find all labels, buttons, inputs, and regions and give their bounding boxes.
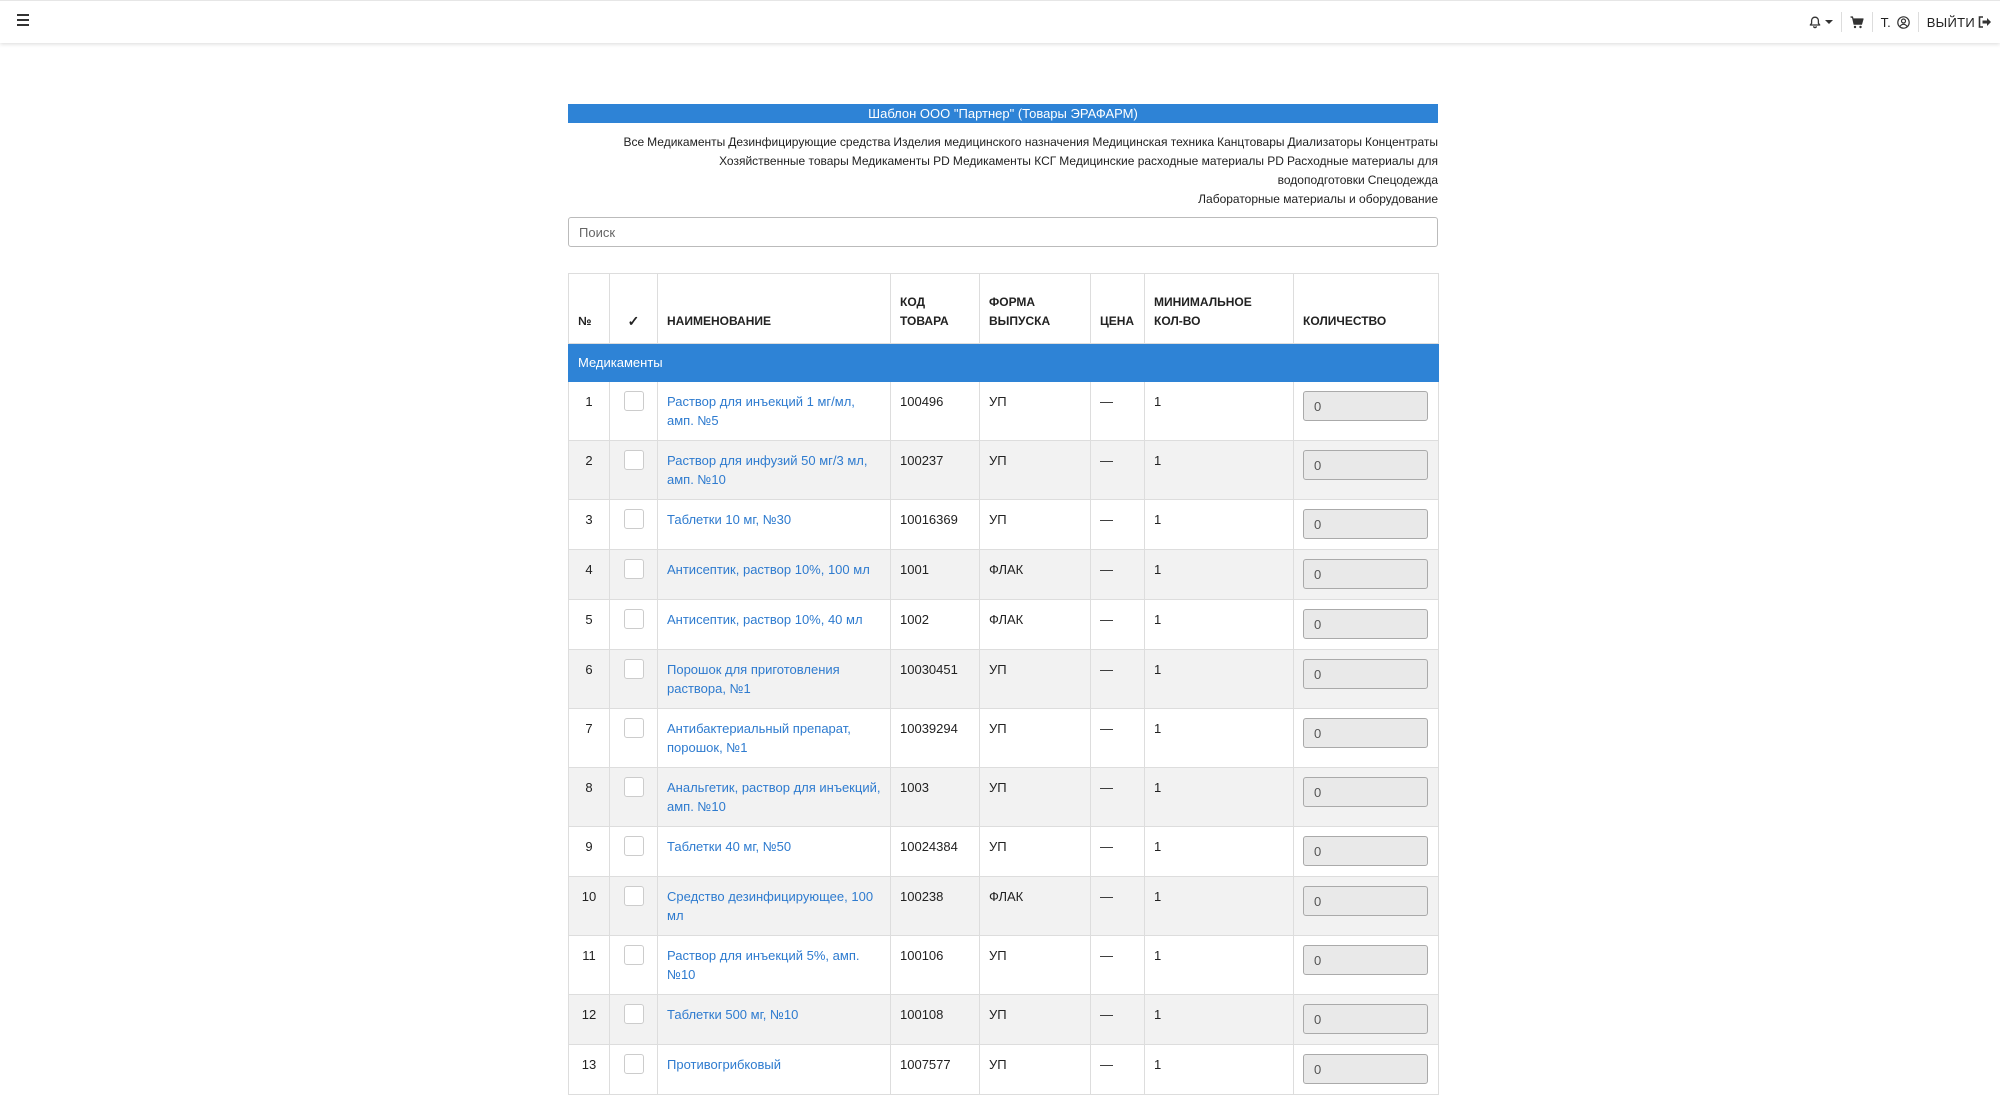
hamburger-menu-icon[interactable]: [17, 14, 29, 26]
row-min-qty: 1: [1145, 1045, 1294, 1095]
row-checkbox-cell: [610, 441, 658, 500]
category-link[interactable]: Диализаторы: [1287, 135, 1362, 149]
quantity-input[interactable]: [1303, 886, 1428, 916]
row-quantity-cell: [1294, 768, 1439, 827]
row-price: —: [1091, 936, 1145, 995]
row-checkbox-cell: [610, 995, 658, 1045]
chevron-down-icon: [1825, 20, 1833, 24]
category-link[interactable]: Расходные материалы для водоподготовки: [1277, 154, 1438, 187]
category-link[interactable]: Спецодежда: [1367, 173, 1438, 187]
row-number: 4: [569, 550, 610, 600]
quantity-input[interactable]: [1303, 945, 1428, 975]
category-link[interactable]: Все: [623, 135, 645, 149]
row-checkbox-cell: [610, 650, 658, 709]
row-quantity-cell: [1294, 650, 1439, 709]
row-price: —: [1091, 827, 1145, 877]
row-code: 100238: [891, 877, 980, 936]
row-price: —: [1091, 600, 1145, 650]
row-checkbox-cell: [610, 500, 658, 550]
search-input[interactable]: [568, 217, 1438, 247]
row-checkbox-cell: [610, 709, 658, 768]
row-quantity-cell: [1294, 1045, 1439, 1095]
quantity-input[interactable]: [1303, 1004, 1428, 1034]
row-form: УП: [980, 500, 1091, 550]
row-quantity-cell: [1294, 550, 1439, 600]
row-checkbox[interactable]: [624, 1004, 644, 1024]
row-code: 10039294: [891, 709, 980, 768]
quantity-input[interactable]: [1303, 391, 1428, 421]
row-number: 10: [569, 877, 610, 936]
category-link[interactable]: Лабораторные материалы и оборудование: [1198, 192, 1438, 206]
row-checkbox-cell: [610, 600, 658, 650]
row-code: 1001: [891, 550, 980, 600]
row-checkbox[interactable]: [624, 945, 644, 965]
row-form: ФЛАК: [980, 550, 1091, 600]
row-code: 100237: [891, 441, 980, 500]
product-link[interactable]: Антисептик, раствор 10%, 100 мл: [667, 562, 870, 577]
row-quantity-cell: [1294, 441, 1439, 500]
category-link[interactable]: Канцтовары: [1217, 135, 1285, 149]
category-link[interactable]: Медикаменты: [647, 135, 726, 149]
category-link[interactable]: Медикаменты КСГ: [952, 154, 1057, 168]
table-row: [569, 650, 1439, 709]
row-quantity-cell: [1294, 500, 1439, 550]
row-quantity-cell: [1294, 600, 1439, 650]
row-name-cell: [658, 1045, 891, 1095]
user-circle-icon: [1897, 16, 1910, 29]
row-min-qty: 1: [1145, 877, 1294, 936]
row-price: —: [1091, 1045, 1145, 1095]
product-link[interactable]: Антисептик, раствор 10%, 40 мл: [667, 612, 863, 627]
product-link[interactable]: Раствор для инфузий 50 мг/3 мл, амп. №10: [667, 453, 868, 487]
row-form: УП: [980, 650, 1091, 709]
category-link[interactable]: Медицинские расходные материалы РD: [1059, 154, 1284, 168]
category-filter-links: [568, 133, 1438, 209]
group-label: Медикаменты: [569, 344, 1439, 382]
category-link[interactable]: Дезинфицирующие средства: [728, 135, 891, 149]
header-price[interactable]: ЦЕНА: [1091, 274, 1145, 344]
bell-icon: [1809, 16, 1821, 29]
table-row: [569, 382, 1439, 441]
table-row: [569, 768, 1439, 827]
row-form: УП: [980, 827, 1091, 877]
header-number: №: [569, 274, 610, 344]
row-checkbox[interactable]: [624, 509, 644, 529]
row-price: —: [1091, 500, 1145, 550]
category-link[interactable]: Изделия медицинского назначения: [893, 135, 1090, 149]
row-price: —: [1091, 995, 1145, 1045]
row-quantity-cell: [1294, 709, 1439, 768]
product-link[interactable]: Таблетки 40 мг, №50: [667, 839, 792, 854]
category-link[interactable]: Хозяйственные товары: [719, 154, 849, 168]
table-row: [569, 441, 1439, 500]
table-row: [569, 827, 1439, 877]
row-form: ФЛАК: [980, 600, 1091, 650]
row-min-qty: 1: [1145, 550, 1294, 600]
row-number: 13: [569, 1045, 610, 1095]
quantity-input[interactable]: [1303, 450, 1428, 480]
row-number: 9: [569, 827, 610, 877]
category-line: [568, 133, 1438, 152]
row-checkbox[interactable]: [624, 450, 644, 470]
row-checkbox-cell: [610, 1045, 658, 1095]
row-checkbox[interactable]: [624, 1054, 644, 1074]
table-row: [569, 709, 1439, 768]
product-link[interactable]: Таблетки 500 мг, №10: [667, 1007, 799, 1022]
row-min-qty: 1: [1145, 382, 1294, 441]
row-code: 1003: [891, 768, 980, 827]
header-code[interactable]: КОД ТОВАРА: [891, 274, 980, 344]
table-row: [569, 600, 1439, 650]
row-quantity-cell: [1294, 936, 1439, 995]
row-name-cell: [658, 650, 891, 709]
category-line: [568, 190, 1438, 209]
row-checkbox[interactable]: [624, 886, 644, 906]
cart-icon: [1850, 16, 1864, 29]
group-row: [569, 344, 1439, 382]
row-number: 2: [569, 441, 610, 500]
category-link[interactable]: Концентраты: [1364, 135, 1438, 149]
row-name-cell: [658, 877, 891, 936]
products-table: [568, 273, 1439, 1095]
row-form: УП: [980, 995, 1091, 1045]
row-number: 6: [569, 650, 610, 709]
quantity-input[interactable]: [1303, 559, 1428, 589]
row-min-qty: 1: [1145, 500, 1294, 550]
row-code: 10030451: [891, 650, 980, 709]
row-quantity-cell: [1294, 877, 1439, 936]
row-price: —: [1091, 877, 1145, 936]
product-link[interactable]: Таблетки 10 мг, №30: [667, 512, 792, 527]
row-number: 7: [569, 709, 610, 768]
row-number: 11: [569, 936, 610, 995]
product-link[interactable]: Анальгетик, раствор для инъекций, амп. №10: [667, 780, 881, 814]
row-min-qty: 1: [1145, 827, 1294, 877]
row-price: —: [1091, 550, 1145, 600]
row-name-cell: [658, 600, 891, 650]
product-link[interactable]: Антибактериальный препарат, порошок, №1: [667, 721, 851, 755]
row-quantity-cell: [1294, 827, 1439, 877]
row-price: —: [1091, 441, 1145, 500]
row-name-cell: [658, 550, 891, 600]
row-form: УП: [980, 709, 1091, 768]
template-title-banner: Шаблон ООО "Партнер" (Товары ЭРАФАРМ): [568, 104, 1438, 123]
row-quantity-cell: [1294, 995, 1439, 1045]
table-row: [569, 877, 1439, 936]
row-price: —: [1091, 382, 1145, 441]
header-name[interactable]: НАИМЕНОВАНИЕ: [658, 274, 891, 344]
row-code: 1007577: [891, 1045, 980, 1095]
row-code: 100496: [891, 382, 980, 441]
header-min-qty[interactable]: МИНИМАЛЬНОЕ КОЛ-ВО: [1145, 274, 1294, 344]
cart-button[interactable]: [1841, 12, 1872, 32]
row-price: —: [1091, 768, 1145, 827]
product-link[interactable]: Противогрибковый: [667, 1057, 781, 1072]
row-name-cell: [658, 995, 891, 1045]
row-number: 12: [569, 995, 610, 1045]
product-link[interactable]: Порошок для приготовления раствора, №1: [667, 662, 840, 696]
row-form: УП: [980, 768, 1091, 827]
row-checkbox-cell: [610, 936, 658, 995]
quantity-input[interactable]: [1303, 509, 1428, 539]
row-checkbox-cell: [610, 382, 658, 441]
row-name-cell: [658, 827, 891, 877]
row-form: ФЛАК: [980, 877, 1091, 936]
row-number: 8: [569, 768, 610, 827]
row-name-cell: [658, 441, 891, 500]
header-quantity[interactable]: КОЛИЧЕСТВО: [1294, 274, 1439, 344]
category-link[interactable]: Медикаменты РD: [851, 154, 950, 168]
row-min-qty: 1: [1145, 650, 1294, 709]
category-line: [568, 152, 1438, 190]
main-content: [568, 104, 1438, 1095]
row-name-cell: [658, 936, 891, 995]
quantity-input[interactable]: [1303, 836, 1428, 866]
row-min-qty: 1: [1145, 768, 1294, 827]
quantity-input[interactable]: [1303, 1054, 1428, 1084]
row-number: 3: [569, 500, 610, 550]
row-price: —: [1091, 650, 1145, 709]
row-code: 10016369: [891, 500, 980, 550]
row-checkbox[interactable]: [624, 559, 644, 579]
category-link[interactable]: Медицинская техника: [1092, 135, 1215, 149]
row-name-cell: [658, 382, 891, 441]
logout-label: ВЫЙТИ: [1926, 14, 1975, 30]
table-row: [569, 995, 1439, 1045]
row-min-qty: 1: [1145, 709, 1294, 768]
user-initial: Т.: [1880, 14, 1891, 30]
row-name-cell: [658, 500, 891, 550]
table-row: [569, 936, 1439, 995]
row-form: УП: [980, 441, 1091, 500]
row-form: УП: [980, 1045, 1091, 1095]
sign-out-icon: [1978, 16, 1992, 28]
row-min-qty: 1: [1145, 995, 1294, 1045]
row-code: 100108: [891, 995, 980, 1045]
row-min-qty: 1: [1145, 441, 1294, 500]
header-form[interactable]: ФОРМА ВЫПУСКА: [980, 274, 1091, 344]
quantity-input[interactable]: [1303, 718, 1428, 748]
row-min-qty: 1: [1145, 600, 1294, 650]
row-checkbox-cell: [610, 550, 658, 600]
row-number: 1: [569, 382, 610, 441]
notifications-dropdown[interactable]: [1801, 12, 1841, 32]
row-checkbox[interactable]: [624, 836, 644, 856]
row-checkbox[interactable]: [624, 391, 644, 411]
user-menu[interactable]: [1872, 12, 1918, 32]
logout-button[interactable]: [1918, 12, 2000, 32]
row-price: —: [1091, 709, 1145, 768]
row-checkbox[interactable]: [624, 609, 644, 629]
row-checkbox-cell: [610, 827, 658, 877]
row-form: УП: [980, 936, 1091, 995]
product-link[interactable]: Раствор для инъекций 1 мг/мл, амп. №5: [667, 394, 855, 428]
row-code: 100106: [891, 936, 980, 995]
row-name-cell: [658, 768, 891, 827]
row-checkbox[interactable]: [624, 777, 644, 797]
row-quantity-cell: [1294, 382, 1439, 441]
table-row: [569, 500, 1439, 550]
product-link[interactable]: Средство дезинфицирующее, 100 мл: [667, 889, 874, 923]
table-row: [569, 1045, 1439, 1095]
table-header-row: [569, 274, 1439, 344]
row-checkbox[interactable]: [624, 659, 644, 679]
header-check: ✓: [610, 274, 658, 344]
product-link[interactable]: Раствор для инъекций 5%, амп. №10: [667, 948, 860, 982]
row-code: 10024384: [891, 827, 980, 877]
row-code: 1002: [891, 600, 980, 650]
quantity-input[interactable]: [1303, 777, 1428, 807]
row-number: 5: [569, 600, 610, 650]
row-name-cell: [658, 709, 891, 768]
top-right-nav: [1801, 1, 2000, 43]
top-navbar: [0, 0, 2000, 43]
row-form: УП: [980, 382, 1091, 441]
row-checkbox-cell: [610, 877, 658, 936]
row-checkbox[interactable]: [624, 718, 644, 738]
row-min-qty: 1: [1145, 936, 1294, 995]
row-checkbox-cell: [610, 768, 658, 827]
quantity-input[interactable]: [1303, 609, 1428, 639]
quantity-input[interactable]: [1303, 659, 1428, 689]
table-row: [569, 550, 1439, 600]
